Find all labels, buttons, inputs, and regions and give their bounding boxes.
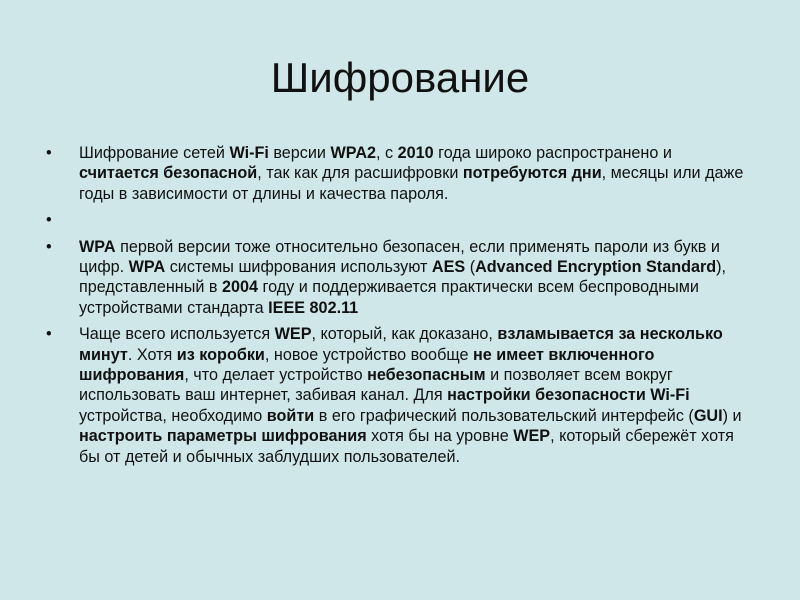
bullet-text: в его графический пользовательский интерфейс ( [314,406,694,425]
bullet-text: , новое устройство вообще [264,345,473,364]
bullet-item [46,143,756,204]
bullet-text: , что делает устройство [184,366,368,385]
bullet-text-bold: 2004 [222,278,259,297]
bullet-text-bold: потребуются дни [462,164,602,183]
bullet-text-bold: не имеет включенного шифрования [79,345,655,385]
bullet-item [46,324,756,467]
bullet-marker: • [46,144,52,162]
bullet-text: Шифрование сетей [79,144,230,162]
bullet-text-bold: GUI [693,406,723,425]
bullet-text-bold: Advanced Encryption Standard [475,258,717,277]
bullet-text: версии [268,144,331,162]
bullet-text-bold: 2010 [397,144,434,162]
bullet-marker: • [46,211,52,230]
bullet-text: , месяцы или даже годы в зависимости от длины и качества пароля. [79,164,744,203]
bullet-text-bold: из коробки [176,345,265,364]
bullet-text: года широко распространено и [433,144,672,162]
bullet-list [46,143,756,473]
bullet-text: системы шифрования используют [165,258,432,277]
bullet-marker: • [46,237,52,256]
bullet-text-bold: AES [431,258,466,277]
bullet-marker: • [46,325,52,344]
bullet-text-bold: настройки безопасности Wi-Fi [447,386,690,405]
bullet-item [46,210,756,230]
bullet-text-bold: WPA2 [330,144,377,162]
bullet-text: ), представленный в [79,258,727,297]
bullet-text: ( [465,258,476,277]
bullet-text: , так как для расшифровки [257,164,463,183]
bullet-text: устройства, необходимо [79,406,267,425]
bullet-text-bold: WEP [274,325,312,344]
bullet-text: году и поддерживается практически всем беспроводными устройствами стандарта [79,278,699,317]
bullet-text-bold: настроить параметры шифрования [79,427,367,446]
bullet-text-bold: взламывается за несколько минут [79,325,723,364]
bullet-text-bold: считается безопасной [79,164,258,183]
bullet-text: , с [376,144,398,162]
bullet-text-bold: Wi-Fi [229,144,269,162]
bullet-text-bold: IEEE 802.11 [268,298,359,317]
bullet-text: хотя бы на уровне [366,427,514,446]
bullet-text: первой версии тоже относительно безопасен, если применять пароли из букв и цифр. [79,237,720,277]
bullet-text: , который, как доказано, [311,325,498,344]
bullet-text-bold: WEP [513,427,551,446]
bullet-text: , который сбережёт хотя бы от детей и обычных заблудших пользователей. [79,427,734,466]
bullet-text-bold: войти [266,406,315,425]
bullet-text-bold: небезопасным [367,366,486,385]
slide-title: Шифрование [270,54,530,101]
bullet-text: . Хотя [127,345,177,364]
bullet-text: Чаще всего используется [79,325,275,344]
bullet-item [46,237,756,319]
bullet-text: и позволяет всем вокруг использовать ваш интернет, забивая канал. Для [79,366,673,405]
bullet-text-bold: WPA [79,237,116,256]
bullet-text: ) и [722,406,742,425]
bullet-text-bold: WPA [128,258,166,277]
